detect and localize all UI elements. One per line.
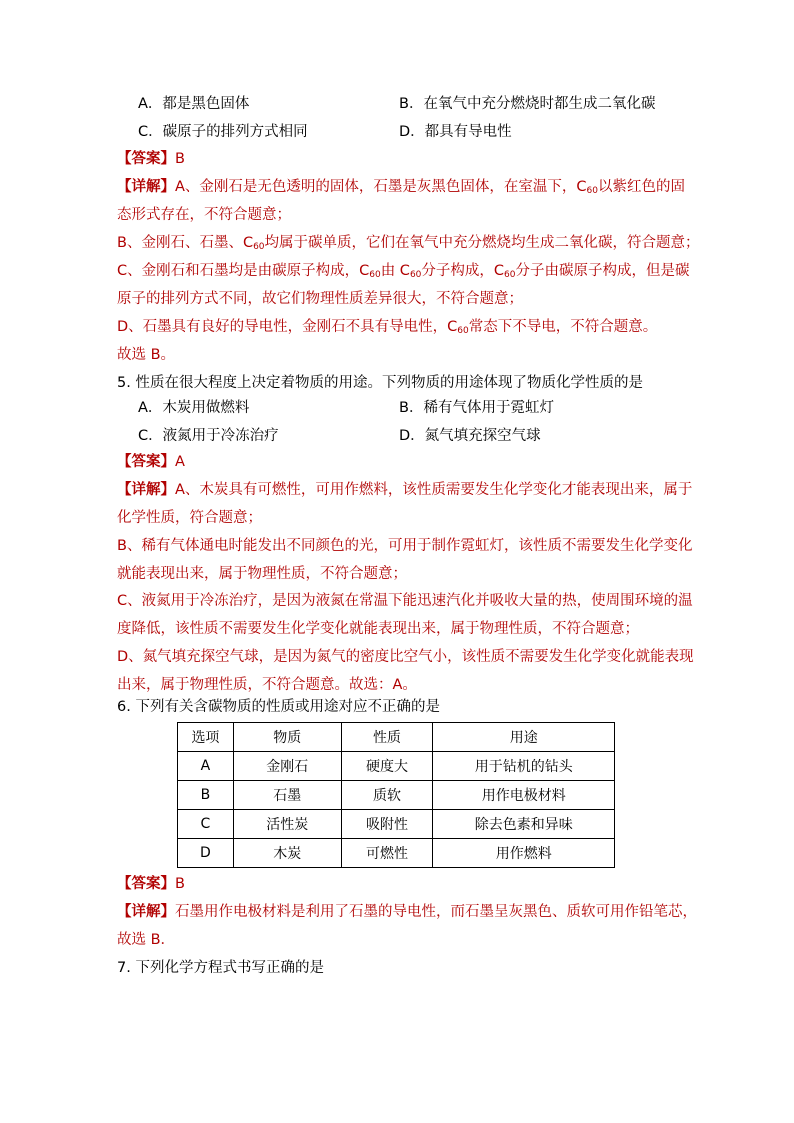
table-row (178, 781, 615, 810)
q4-option-d: D．都具有导电性 (399, 124, 512, 140)
q4-detail-line (117, 261, 689, 281)
detail-text: D、石墨具有良好的导电性，金刚石不具有导电性，C (117, 319, 458, 335)
q4-detail-line: 态形式存在，不符合题意； (117, 207, 291, 223)
q6-table (177, 722, 615, 868)
table-cell: D (178, 839, 234, 868)
detail-text: A、木炭具有可燃性，可用作燃料，该性质需要发生化学变化才能表现出来，属于 (175, 482, 693, 498)
detail-text: 分子由碳原子构成，但是碳 (515, 263, 690, 279)
table-cell: 活性炭 (233, 810, 341, 839)
q5-stem: 5. 性质在很大程度上决定着物质的用途。下列物质的用途体现了物质化学性质的是 (117, 375, 643, 391)
detail-tag: 【详解】 (117, 482, 175, 498)
table-header-cell: 用途 (433, 723, 615, 752)
q5-answer (117, 452, 185, 472)
detail-text: 以紫红色的固 (598, 179, 685, 195)
table-header-cell: 物质 (233, 723, 341, 752)
answer-value: B (175, 876, 185, 892)
q4-option-a: A．都是黑色固体 (138, 96, 250, 112)
q7-stem: 7. 下列化学方程式书写正确的是 (117, 960, 324, 976)
answer-tag: 【答案】 (117, 876, 175, 892)
answer-value: A (175, 454, 185, 470)
q5-option-a: A．木炭用做燃料 (138, 400, 250, 416)
detail-text: 均属于碳单质，它们在氧气中充分燃烧均生成二氧化碳，符合题意； (264, 235, 700, 251)
answer-value: B (175, 151, 185, 167)
q4-detail-line (117, 317, 657, 337)
table-cell: B (178, 781, 234, 810)
table-cell: 木炭 (233, 839, 341, 868)
table-cell: A (178, 752, 234, 781)
table-cell: 石墨 (233, 781, 341, 810)
table-cell: 可燃性 (341, 839, 433, 868)
q4-conclusion: 故选 B。 (117, 347, 176, 363)
table-cell: 用作燃料 (433, 839, 615, 868)
q5-detail-line: B、稀有气体通电时能发出不同颜色的光，可用于制作霓虹灯，该性质不需要发生化学变化 (117, 538, 693, 554)
table-row (178, 839, 615, 868)
subscript: 60 (457, 326, 469, 336)
table-cell: C (178, 810, 234, 839)
detail-tag: 【详解】 (117, 904, 175, 920)
q4-detail-line (117, 177, 685, 197)
subscript: 60 (409, 270, 422, 280)
table-row (178, 752, 615, 781)
detail-text: 由 C (380, 263, 410, 279)
q6-stem: 6. 下列有关含碳物质的性质或用途对应不正确的是 (117, 699, 440, 715)
q6-detail-line (117, 902, 697, 922)
q4-option-b: B．在氧气中充分燃烧时都生成二氧化碳 (399, 96, 656, 112)
table-row (178, 810, 615, 839)
q5-detail-line: 出来，属于物理性质，不符合题意。故选：A。 (117, 677, 417, 693)
table-header-cell: 性质 (341, 723, 433, 752)
detail-text: 常态下不导电，不符合题意。 (468, 319, 658, 335)
q5-detail-line: D、氮气填充探空气球，是因为氮气的密度比空气小，该性质不需要发生化学变化就能表现 (117, 649, 694, 665)
table-cell: 用作电极材料 (433, 781, 615, 810)
subscript: 60 (369, 270, 381, 280)
answer-tag: 【答案】 (117, 454, 175, 470)
q6-detail-line: 故选 B． (117, 932, 176, 948)
q4-detail-line: 原子的排列方式不同，故它们物理性质差异很大，不符合题意； (117, 291, 523, 307)
answer-tag: 【答案】 (117, 151, 175, 167)
q5-option-c: C．液氮用于冷冻治疗 (138, 428, 279, 444)
detail-text: B、金刚石、石墨、C (117, 235, 254, 251)
subscript: 60 (504, 270, 516, 280)
table-header-row (178, 723, 615, 752)
table-cell: 用于钻机的钻头 (433, 752, 615, 781)
q5-detail-line (117, 480, 692, 500)
table-header-cell: 选项 (178, 723, 234, 752)
q5-detail-line: C、液氮用于冷冻治疗，是因为液氮在常温下能迅速汽化并吸收大量的热，使周围环境的温 (117, 593, 693, 609)
subscript: 60 (586, 186, 598, 196)
table-cell: 硬度大 (341, 752, 433, 781)
detail-tag: 【详解】 (117, 179, 175, 195)
q6-answer (117, 874, 185, 894)
table-cell: 吸附性 (341, 810, 433, 839)
table-cell: 金刚石 (233, 752, 341, 781)
table-cell: 除去色素和异味 (433, 810, 615, 839)
q5-detail-line: 化学性质，符合题意； (117, 510, 262, 526)
detail-text: C、金刚石和石墨均是由碳原子构成，C (117, 263, 370, 279)
subscript: 60 (253, 242, 265, 252)
detail-text: 石墨用作电极材料是利用了石墨的导电性，而石墨呈灰黑色、质软可用作铅笔芯， (175, 904, 697, 920)
q5-option-b: B．稀有气体用于霓虹灯 (399, 400, 554, 416)
q4-answer (117, 149, 185, 169)
q4-detail-line (117, 233, 700, 253)
q5-detail-line: 就能表现出来，属于物理性质，不符合题意； (117, 566, 407, 582)
q4-option-c: C．碳原子的排列方式相同 (138, 124, 308, 140)
table-cell: 质软 (341, 781, 433, 810)
q5-option-d: D．氮气填充探空气球 (399, 428, 541, 444)
q5-detail-line: 度降低，该性质不需要发生化学变化就能表现出来，属于物理性质，不符合题意； (117, 621, 639, 637)
detail-text: A、金刚石是无色透明的固体，石墨是灰黑色固体，在室温下，C (175, 179, 587, 195)
detail-text: 分子构成，C (421, 263, 505, 279)
